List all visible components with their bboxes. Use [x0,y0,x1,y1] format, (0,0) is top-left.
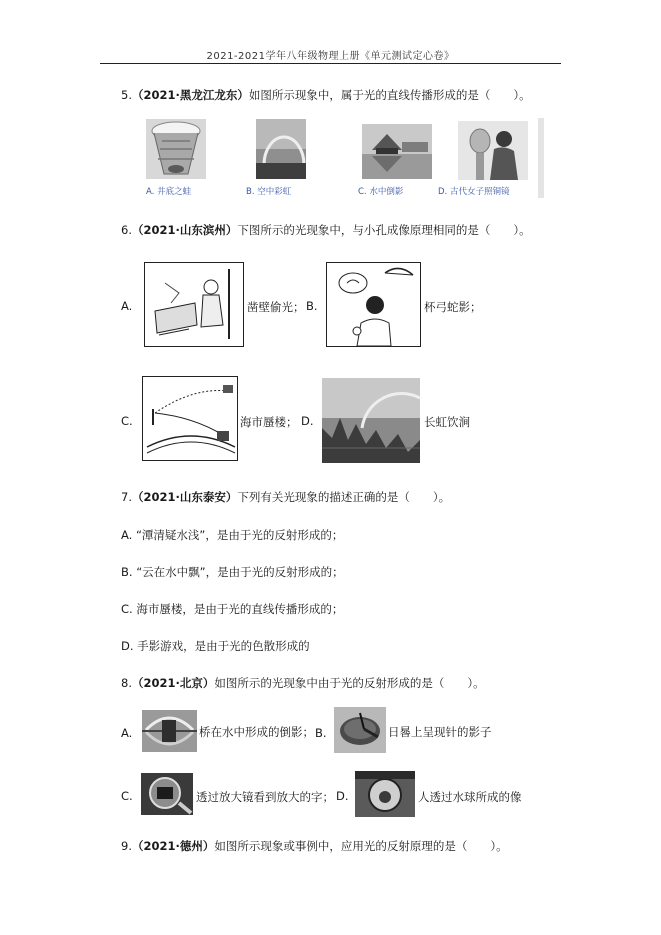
q8-option-c-text: 透过放大镜看到放大的字； [196,790,334,804]
page-header: 2021-2021学年八年级物理上册《单元测试定心卷》 [206,51,455,62]
question-6 [121,222,531,238]
question-source: （2021·黑龙江龙东） [131,88,249,102]
q8-option-b-letter: B. [315,726,327,740]
q7-option-b: B. “云在水中飘”，是由于光的反射形成的； [121,565,344,579]
question-number: 8. [121,676,132,690]
q8-option-b-text: 日晷上呈现针的影子 [388,725,492,739]
question-stem: 如图所示的光现象中由于光的反射形成的是（ ）。 [214,676,485,690]
q8-option-a-letter: A. [121,726,133,740]
q5-picture-c [362,124,432,179]
question-5 [121,87,531,103]
question-source: （2021·德州） [131,839,215,853]
q8-option-d-letter: D. [336,789,349,803]
q5-picture-a [146,119,206,179]
q5-caption-a: A. 井底之蛙 [146,187,192,197]
q8-option-d-text: 人透过水球所成的像 [418,790,522,804]
q6-option-b-text: 杯弓蛇影； [424,300,482,314]
q8-picture-b [334,707,386,753]
question-stem: 如图所示现象或事例中，应用光的反射原理的是（ ）。 [214,839,508,853]
q6-option-c-letter: C. [121,414,133,428]
q5-picture-d [458,121,528,180]
q7-option-a: A. “潭清疑水浅”，是由于光的反射形成的； [121,528,344,542]
header-rule [100,63,561,64]
q5-caption-c: C. 水中倒影 [358,187,404,197]
q6-picture-d [322,378,420,463]
question-9 [121,838,508,854]
q6-picture-c [142,376,238,461]
q5-caption-b: B. 空中彩虹 [246,187,292,197]
q6-option-a-text: 凿壁偷光； [247,300,305,314]
q7-option-d: D. 手影游戏，是由于光的色散形成的 [121,639,310,653]
scan-edge-shade [538,118,544,198]
q8-option-a-text: 桥在水中形成的倒影； [199,725,314,739]
question-source: （2021·北京） [131,676,215,690]
question-8 [121,675,485,691]
question-stem: 下列有关光现象的描述正确的是（ ）。 [237,490,451,504]
q6-option-d-text: 长虹饮涧 [424,415,470,429]
question-source: （2021·山东滨州） [131,223,238,237]
q8-option-c-letter: C. [121,789,133,803]
question-stem: 如图所示现象中，属于光的直线传播形成的是（ ）。 [248,88,531,102]
q8-picture-d [355,771,415,817]
q6-option-c-text: 海市蜃楼； [240,415,298,429]
q6-option-a-letter: A. [121,299,133,313]
q8-picture-c [141,773,193,815]
question-source: （2021·山东泰安） [131,490,238,504]
q5-caption-d: D. 古代女子照铜镜 [438,187,510,197]
question-7 [121,489,450,505]
question-number: 6. [121,223,132,237]
question-number: 7. [121,490,132,504]
q6-option-d-letter: D. [301,414,314,428]
q6-picture-b [326,262,421,347]
question-number: 5. [121,88,132,102]
q6-picture-a [144,262,244,347]
q7-option-c: C. 海市蜃楼，是由于光的直线传播形成的； [121,602,344,616]
q5-picture-b [256,119,306,179]
question-number: 9. [121,839,132,853]
question-stem: 下图所示的光现象中，与小孔成像原理相同的是（ ）。 [237,223,531,237]
q8-picture-a [142,710,197,752]
q6-option-b-letter: B. [306,299,318,313]
